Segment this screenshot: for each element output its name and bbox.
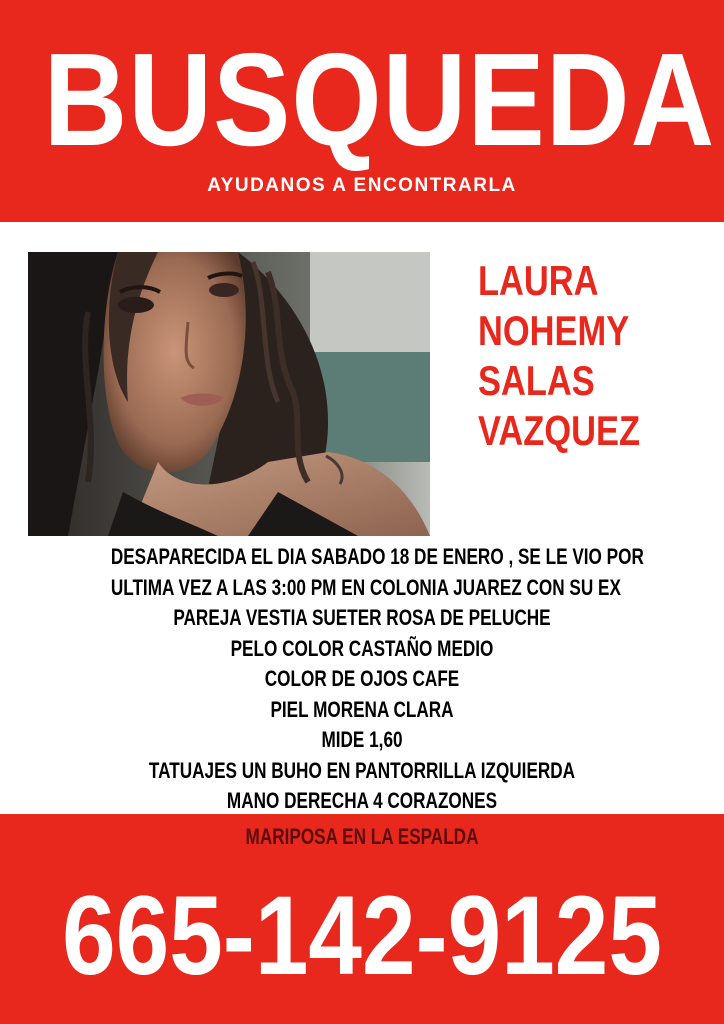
name-surname-1: SALAS <box>478 357 595 404</box>
person-name <box>478 256 708 456</box>
poster-subtitle: AYUDANOS A ENCONTRARLA <box>207 175 517 196</box>
detail-line: TATUAJES UN BUHO EN PANTORRILLA IZQUIERDA <box>148 757 576 783</box>
detail-line: PIEL MORENA CLARA <box>270 696 454 722</box>
contact-phone: 665-142-9125 <box>62 873 662 998</box>
detail-line: PELO COLOR CASTAÑO MEDIO <box>230 635 494 661</box>
name-surname-2: VAZQUEZ <box>478 407 641 454</box>
detail-line: ULTIMA VEZ A LAS 3:00 PM EN COLONIA JUAREZ CON SU EX <box>110 574 621 600</box>
detail-line-last: MARIPOSA EN LA ESPALDA <box>245 824 479 849</box>
person-photo <box>28 252 430 536</box>
detail-line: COLOR DE OJOS CAFE <box>264 666 460 691</box>
poster-title: BUSQUEDA <box>43 26 716 173</box>
detail-line: PAREJA VESTIA SUETER ROSA DE PELUCHE <box>173 605 551 630</box>
name-second: NOHEMY <box>478 307 630 354</box>
detail-line: MANO DERECHA 4 CORAZONES <box>226 788 498 813</box>
detail-line: DESAPARECIDA EL DIA SABADO 18 DE ENERO , SE LE VIO POR <box>110 544 644 569</box>
description-block <box>40 542 684 817</box>
detail-line: MIDE 1,60 <box>321 727 403 752</box>
name-first: LAURA <box>478 257 599 304</box>
